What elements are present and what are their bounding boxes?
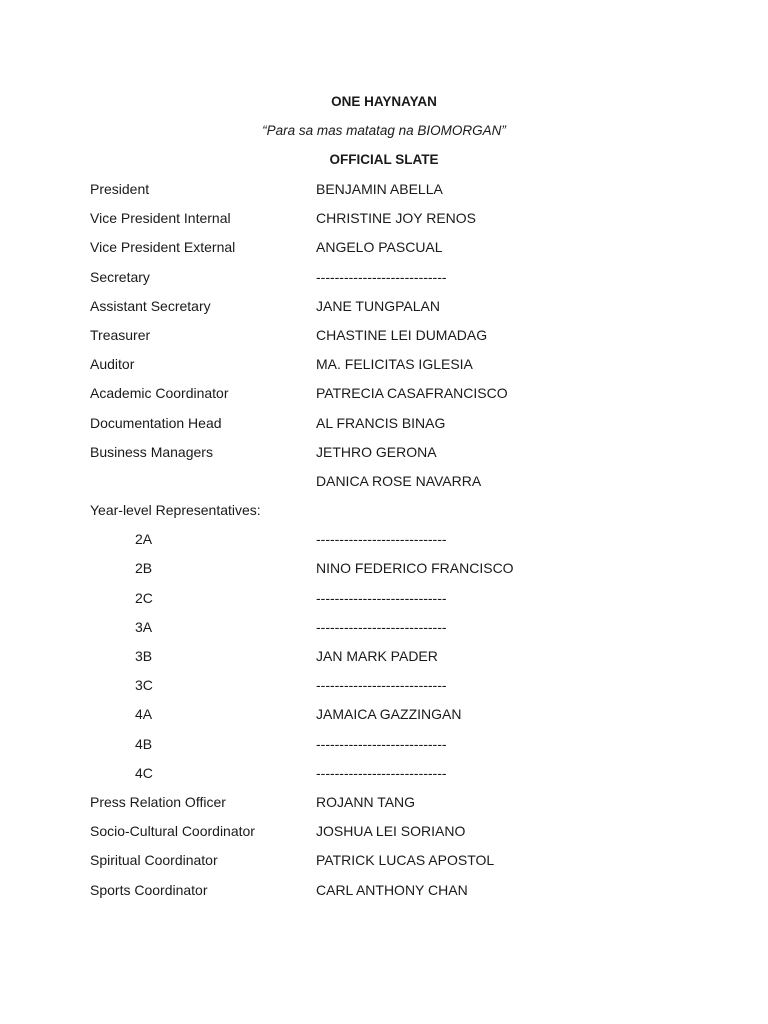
candidate-name: PATRICK LUCAS APOSTOL <box>316 852 495 869</box>
position-label: 3A <box>135 618 153 635</box>
party-motto: “Para sa mas matatag na BIOMORGAN” <box>262 123 506 138</box>
position-label: 4B <box>135 735 153 752</box>
position-label: Socio-Cultural Coordinator <box>90 823 255 840</box>
slate-row <box>0 618 768 647</box>
slate-row <box>0 822 768 851</box>
candidate-name: ---------------------------- <box>316 618 447 635</box>
position-label: 2A <box>135 531 153 548</box>
candidate-name: JOSHUA LEI SORIANO <box>316 823 466 840</box>
slate-row <box>0 384 768 413</box>
slate-row <box>0 793 768 822</box>
position-label: Vice President Internal <box>90 210 231 227</box>
position-label: Academic Coordinator <box>90 385 229 402</box>
candidate-name: CARL ANTHONY CHAN <box>316 881 468 898</box>
position-label: Auditor <box>90 356 135 373</box>
candidate-name: NINO FEDERICO FRANCISCO <box>316 560 514 577</box>
official-slate-list <box>0 180 768 910</box>
position-label: 2C <box>135 589 153 606</box>
position-label: Assistant Secretary <box>90 297 211 314</box>
slate-row <box>0 705 768 734</box>
slate-row <box>0 209 768 238</box>
slate-row <box>0 647 768 676</box>
candidate-name: JANE TUNGPALAN <box>316 297 440 314</box>
position-label: 4C <box>135 764 153 781</box>
candidate-name: PATRECIA CASAFRANCISCO <box>316 385 508 402</box>
position-label: 2B <box>135 560 153 577</box>
slate-row <box>0 501 768 530</box>
position-label: 4A <box>135 706 153 723</box>
slate-row <box>0 297 768 326</box>
candidate-name: ---------------------------- <box>316 268 447 285</box>
slate-row <box>0 180 768 209</box>
slate-row <box>0 326 768 355</box>
candidate-name: ---------------------------- <box>316 589 447 606</box>
slate-row <box>0 530 768 559</box>
position-label: Vice President External <box>90 239 236 256</box>
slate-row <box>0 881 768 910</box>
slate-row <box>0 589 768 618</box>
position-label: Press Relation Officer <box>90 793 226 810</box>
slate-row <box>0 851 768 880</box>
slate-row <box>0 268 768 297</box>
slate-row <box>0 443 768 472</box>
position-label: Secretary <box>90 268 150 285</box>
position-label: 3B <box>135 648 153 664</box>
candidate-name: ANGELO PASCUAL <box>316 239 443 256</box>
candidate-name: CHRISTINE JOY RENOS <box>316 210 476 227</box>
candidate-name: DANICA ROSE NAVARRA <box>316 472 482 489</box>
slate-row <box>0 238 768 267</box>
candidate-name: BENJAMIN ABELLA <box>316 181 443 197</box>
candidate-name: ---------------------------- <box>316 531 447 548</box>
candidate-name: JAMAICA GAZZINGAN <box>316 706 462 723</box>
candidate-name: MA. FELICITAS IGLESIA <box>316 356 473 373</box>
candidate-name: AL FRANCIS BINAG <box>316 414 446 431</box>
position-label: Sports Coordinator <box>90 881 208 898</box>
slate-row <box>0 472 768 501</box>
candidate-name: ROJANN TANG <box>316 793 416 810</box>
slate-row <box>0 676 768 705</box>
slate-row <box>0 764 768 793</box>
slate-row <box>0 735 768 764</box>
candidate-name: ---------------------------- <box>316 735 447 752</box>
candidate-name: CHASTINE LEI DUMADAG <box>316 326 488 343</box>
candidate-name: JAN MARK PADER <box>316 648 438 664</box>
slate-row <box>0 414 768 443</box>
slate-row <box>0 355 768 384</box>
slate-row <box>0 559 768 588</box>
position-label: Documentation Head <box>90 414 222 431</box>
position-label: Year-level Representatives: <box>90 502 261 519</box>
position-label: 3C <box>135 677 153 694</box>
slate-title: OFFICIAL SLATE <box>329 152 439 167</box>
candidate-name: ---------------------------- <box>316 677 447 694</box>
position-label: Spiritual Coordinator <box>90 852 218 869</box>
candidate-name: JETHRO GERONA <box>316 443 437 460</box>
position-label: Treasurer <box>90 326 151 343</box>
party-name: ONE HAYNAYAN <box>331 94 437 109</box>
position-label: Business Managers <box>90 443 213 460</box>
candidate-name: ---------------------------- <box>316 764 447 781</box>
position-label: President <box>90 181 150 197</box>
